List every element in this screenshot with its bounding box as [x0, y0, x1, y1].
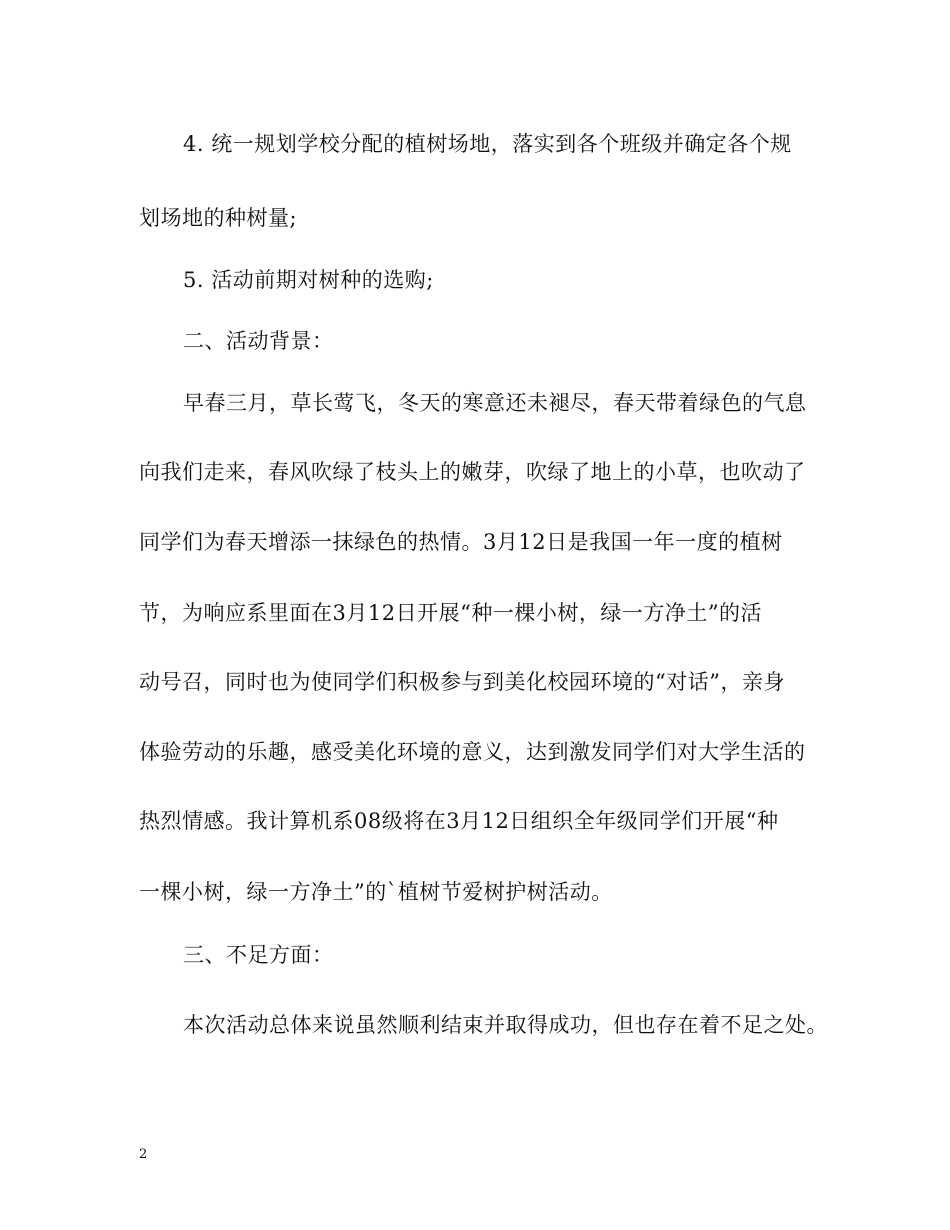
paragraph-background-line-2: 向我们走来，春风吹绿了枝头上的嫩芽，吹绿了地上的小草，也吹动了 [139, 460, 806, 484]
paragraph-background-line-5: 动号召，同时也为使同学们积极参与到美化校园环境的“对话”，亲身 [139, 670, 785, 694]
paragraph-background-line-6: 体验劳动的乐趣，感受美化环境的意义，达到激发同学们对大学生活的 [139, 740, 806, 764]
paragraph-background-line-3: 同学们为春天增添一抹绿色的热情。3月12日是我国一年一度的植树 [139, 530, 783, 554]
section-heading-background: 二、活动背景： [183, 329, 334, 353]
paragraph-background-line-7: 热烈情感。我计算机系08级将在3月12日组织全年级同学们开展“种 [139, 809, 779, 833]
paragraph-shortcomings-line-1: 本次活动总体来说虽然顺利结束并取得成功，但也存在着不足之处。 [183, 1013, 828, 1037]
text-line-item-4-cont: 划场地的种树量; [139, 206, 298, 230]
paragraph-background-line-8: 一棵小树，绿一方净土”的`植树节爱树护树活动。 [139, 880, 613, 904]
page-number: 2 [139, 1147, 148, 1162]
text-line-item-4: 4. 统一规划学校分配的植树场地，落实到各个班级并确定各个规 [183, 132, 792, 156]
section-heading-shortcomings: 三、不足方面： [183, 943, 334, 967]
text-line-item-5: 5. 活动前期对树种的选购; [183, 268, 434, 292]
paragraph-background-line-4: 节，为响应系里面在3月12日开展“种一棵小树，绿一方净土”的活 [139, 601, 763, 625]
paragraph-background-line-1: 早春三月，草长莺飞，冬天的寒意还未褪尽，春天带着绿色的气息 [183, 391, 807, 415]
